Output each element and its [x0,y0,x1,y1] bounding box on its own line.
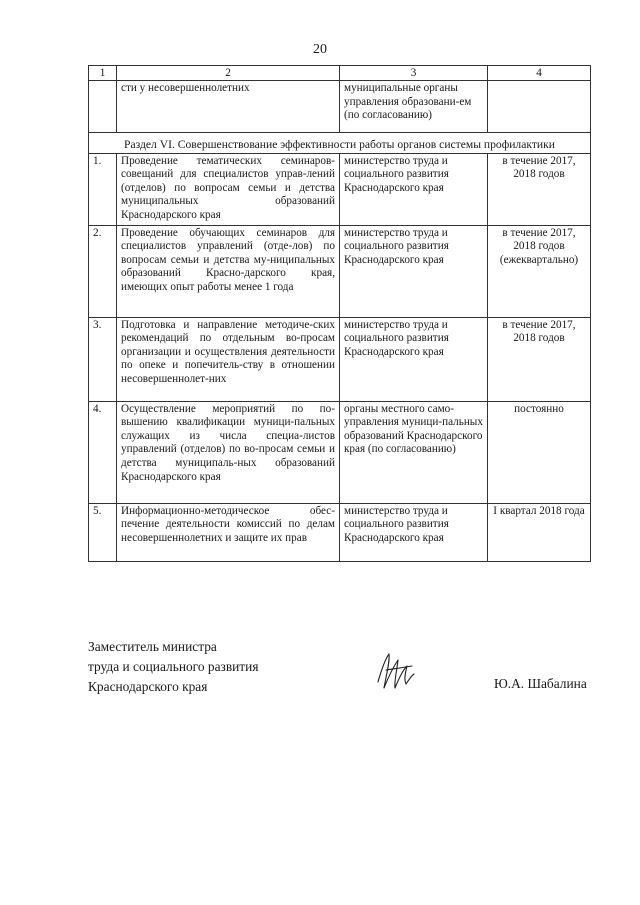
table-row [89,317,591,401]
signatory-title-line: труда и социального развития [88,659,259,674]
row-number-cell: 5. [89,503,117,561]
column-header: 3 [340,66,488,81]
event-cell: Подготовка и направление методиче-ских рекомендаций по отдельным во-просам организации и осуществления деятельности по опеке и попечитель-ству в отношении несовершеннолет-них [117,317,340,401]
signatory-title [88,637,258,697]
continuation-row [89,81,591,133]
event-cell: Осуществление мероприятий по по-вышению квалификации муници-пальных служащих из числа специа-листов управлений (отделов) по во-просам семьи и детства муниципаль-ных образований Краснодарского края [117,401,340,503]
signatory-title-line: Заместитель министра [88,639,217,654]
page-number: 20 [313,42,327,57]
due-cell: в течение 2017, 2018 годов [488,153,591,225]
handwritten-signature [372,648,418,694]
event-cell: Проведение обучающих семинаров для специалистов управлений (отде-лов) по вопросам семьи и детства му-ниципальных образований Красно-дарского края, имеющих опыт работы менее 1 года [117,225,340,317]
due-cell: I квартал 2018 года [488,503,591,561]
signatory-title-line: Краснодарского края [88,679,208,694]
section-row [89,133,591,154]
column-header: 1 [89,66,117,81]
row-number-cell: 4. [89,401,117,503]
responsible-cell: министерство труда и социального развития Краснодарского края [340,503,488,561]
due-cell: в течение 2017, 2018 годов [488,317,591,401]
due-cell [488,81,591,133]
due-cell: в течение 2017, 2018 годов (ежеквартально) [488,225,591,317]
event-cell: сти у несовершеннолетних [117,81,340,133]
measures-table [88,65,591,562]
table-row [89,503,591,561]
responsible-cell: министерство труда и социального развития Краснодарского края [340,225,488,317]
responsible-cell: министерство труда и социального развития Краснодарского края [340,153,488,225]
row-number-cell: 2. [89,225,117,317]
row-number-cell: 3. [89,317,117,401]
section-title: Раздел VI. Совершенствование эффективности работы органов системы профилактики [89,133,591,154]
table-row [89,401,591,503]
row-number-cell [89,81,117,133]
table-row [89,225,591,317]
table-row [89,153,591,225]
row-number-cell: 1. [89,153,117,225]
responsible-cell: муниципальные органы управления образовани-ем (по согласованию) [340,81,488,133]
responsible-cell: органы местного само-управления муници-пальных образований Краснодарского края (по согласованию) [340,401,488,503]
event-cell: Проведение тематических семинаров-совещаний для специалистов управ-лений (отделов) по вопросам семьи и детства муниципальных образований Краснодарского края [117,153,340,225]
table-header-row [89,66,591,81]
event-cell: Информационно-методическое обес-печение деятельности комиссий по делам несовершеннолетних и защите их прав [117,503,340,561]
column-header: 4 [488,66,591,81]
signatory-name: Ю.А. Шабалина [494,676,587,691]
responsible-cell: министерство труда и социального развития Краснодарского края [340,317,488,401]
column-header: 2 [117,66,340,81]
due-cell: постоянно [488,401,591,503]
